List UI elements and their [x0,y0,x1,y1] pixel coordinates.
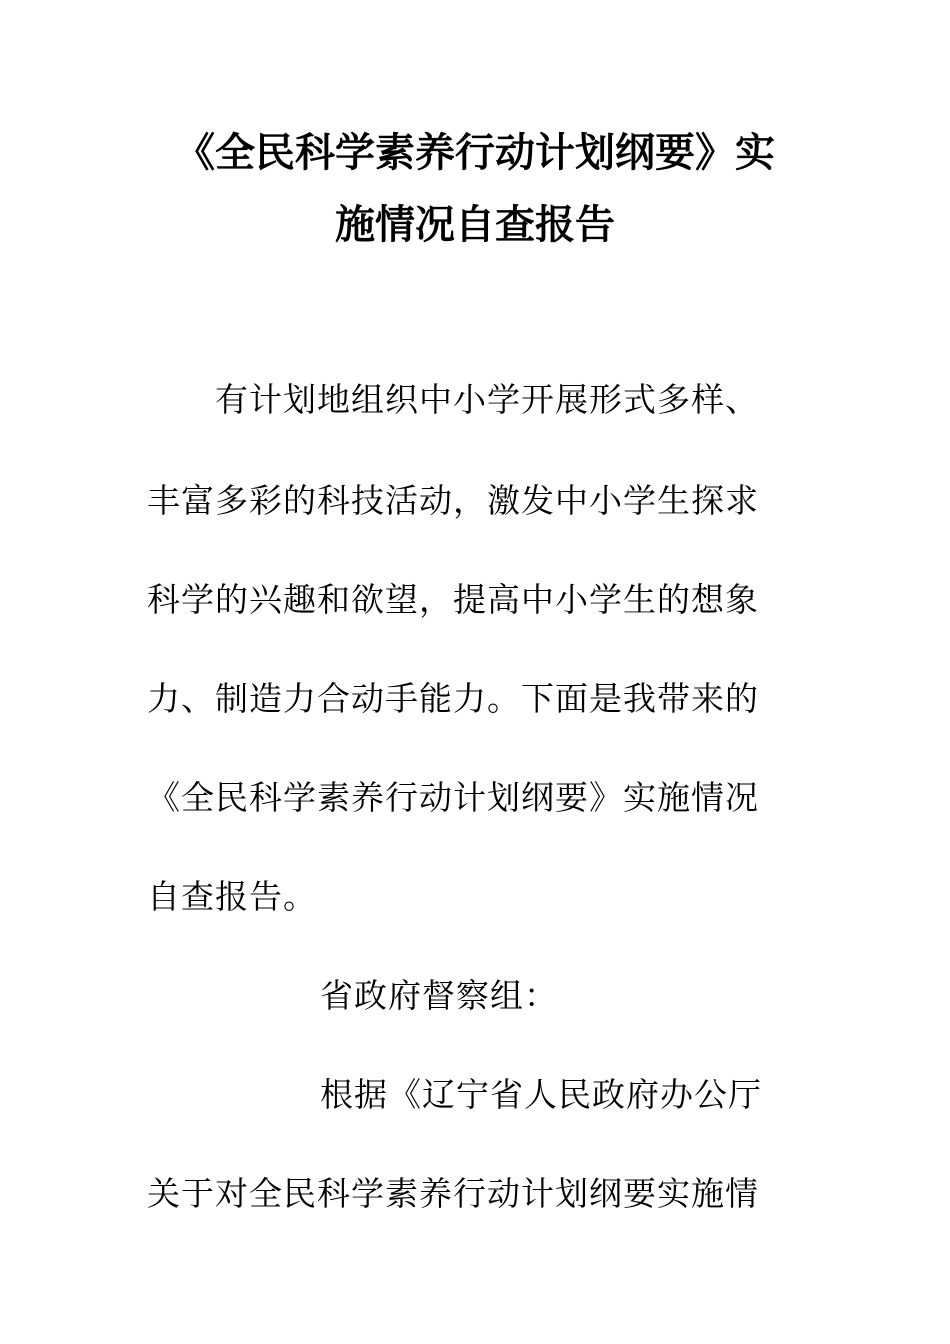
salutation-line: 省政府督察组： [320,976,558,1015]
body-line-3: 科学的兴趣和欲望，提高中小学生的想象 [147,580,759,619]
body-line-6: 自查报告。 [147,877,317,916]
body-line-4: 力、制造力合动手能力。下面是我带来的 [147,679,759,718]
document-title-line-1: 《全民科学素养行动计划纲要》实 [175,130,775,176]
body-line-9: 关于对全民科学素养行动计划纲要实施情 [147,1174,759,1213]
body-line-2: 丰富多彩的科技活动，激发中小学生探求 [147,481,759,520]
body-line-1: 有计划地组织中小学开展形式多样、 [215,380,759,419]
document-title-line-2: 施情况自查报告 [335,202,615,248]
body-line-5: 《全民科学素养行动计划纲要》实施情况 [147,778,759,817]
body-line-8: 根据《辽宁省人民政府办公厅 [320,1075,762,1114]
